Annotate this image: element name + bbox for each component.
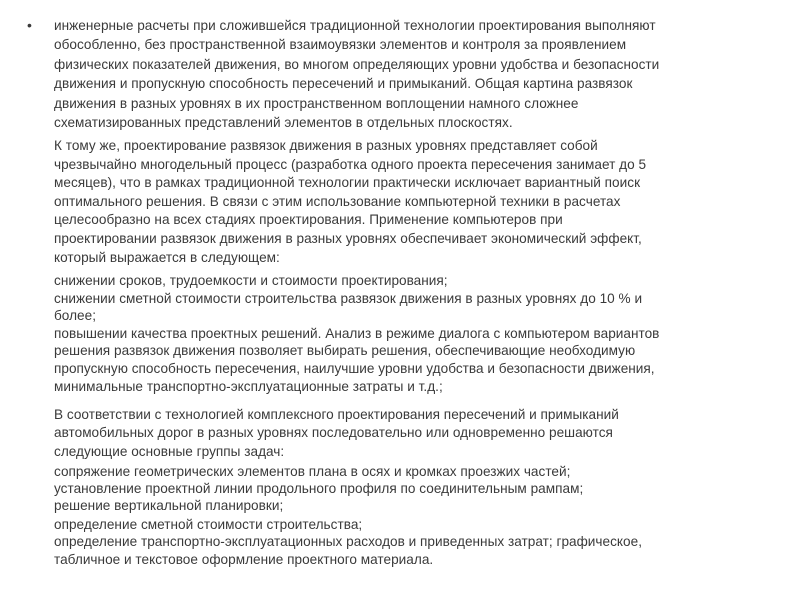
conclusion-paragraph-text: В соответствии с технологией комплексного проектирования пересечений и примыканий автомобильных дорог в разных уровнях последовательно или одновременно решаются следующие основные группы задач: bbox=[54, 407, 619, 459]
list-item: снижении сметной стоимости строительства развязок движения в разных уровнях до 10 % и более; bbox=[54, 290, 643, 324]
list-item: повышении качества проектных решений. Анализ в режиме диалога с компьютером вариантов решения развязок движения позволяет выбирать решения, обеспечивающие необходимую пропускную способность пересечения, наилучшие уровни удобства и безопасности движения, минимальные транспортно-эксплуатационные затраты и т.д.; bbox=[54, 325, 660, 394]
conclusion-paragraph bbox=[54, 406, 784, 461]
list-item: решение вертикальной планировки; bbox=[54, 497, 284, 513]
tasks-list-part-1 bbox=[54, 464, 784, 514]
list-item: снижении сроков, трудоемкости и стоимости проектирования; bbox=[54, 273, 448, 288]
effects-list bbox=[54, 272, 784, 395]
list-item: определение сметной стоимости строительства; bbox=[54, 517, 363, 532]
list-item: определение транспортно-эксплуатационных расходов и приведенных затрат; графическое, табличное и текстовое оформление проектного материала. bbox=[54, 534, 643, 567]
tasks-list-part-2 bbox=[54, 516, 784, 568]
bullet-paragraph-text: инженерные расчеты при сложившейся традиционной технологии проектирования выполняют обособленно, без пространственной взаимоувязки элементов и контроля за проявлением физических показателей движения, во многом определяющих уровни удобства и безопасности движения и пропускную способность пересечений и примыканий. Общая картина развязок движения в разных уровнях в их пространственном воплощении намного сложнее схематизированных представлений элементов в отдельных плоскостях. bbox=[54, 18, 660, 131]
bullet-dot-icon: • bbox=[27, 17, 32, 33]
list-item: сопряжение геометрических элементов плана в осях и кромках проезжих частей; bbox=[54, 464, 571, 479]
intro-paragraph-text: К тому же, проектирование развязок движения в разных уровнях представляет собой чрезвычайно многодельный процесс (разработка одного проекта пересечения занимает до 5 месяцев), что в рамках традиционной технологии практически исключает вариантный поиск оптимального решения. В связи с этим использование компьютерной техники в расчетах целесообразно на всех стадиях проектирования. Применение компьютеров при проектировании развязок движения в разных уровнях обеспечивает экономический эффект, который выражается в следующем: bbox=[54, 138, 647, 265]
bullet-paragraph bbox=[27, 16, 767, 132]
intro-paragraph bbox=[54, 137, 784, 267]
list-item: установление проектной линии продольного профиля по соединительным рампам; bbox=[54, 480, 584, 496]
